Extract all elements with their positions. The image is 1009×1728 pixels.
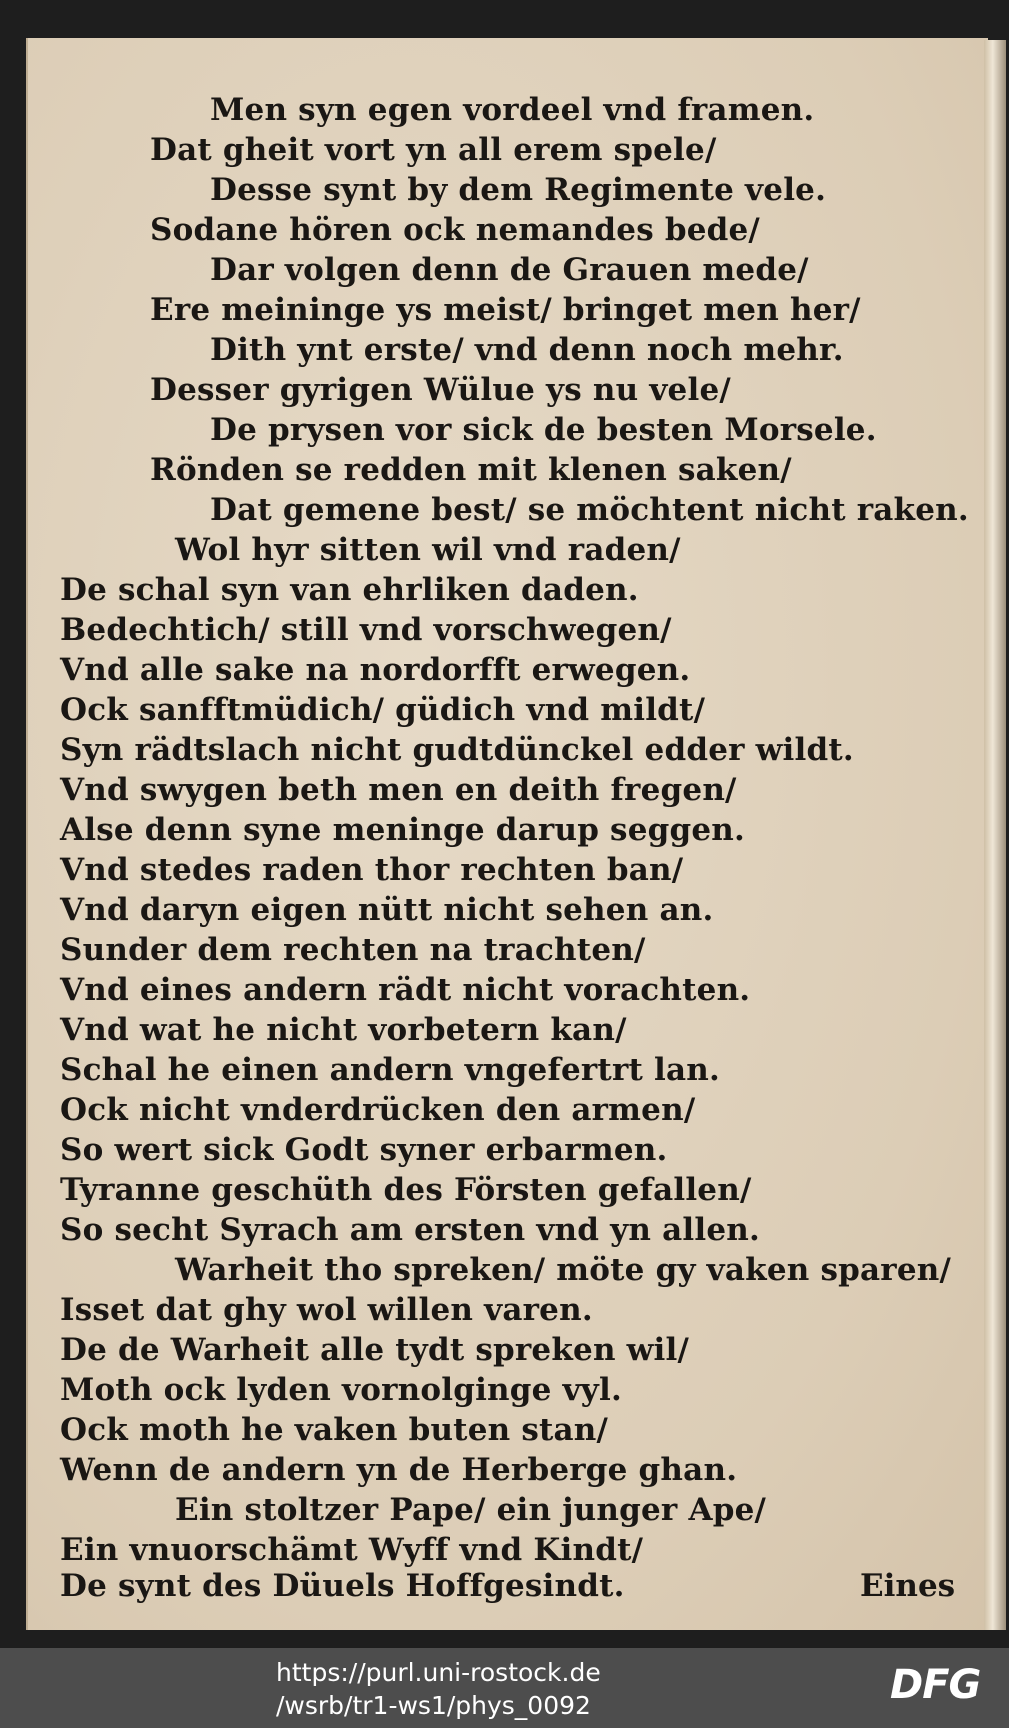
verse-line: Schal he einen andern vngefertrt lan. bbox=[60, 1052, 720, 1088]
verse-line: Alse denn syne meninge darup seggen. bbox=[60, 812, 746, 848]
verse-line: Ein vnuorschämt Wyff vnd Kindt/ bbox=[60, 1532, 644, 1568]
permalink-url[interactable] bbox=[276, 1656, 636, 1722]
verse-line: Dat gemene best/ se möchtent nicht raken. bbox=[210, 492, 969, 528]
verse-line: Tyranne geschüth des Försten gefallen/ bbox=[60, 1172, 752, 1208]
verse-line: Vnd stedes raden thor rechten ban/ bbox=[60, 852, 684, 888]
url-line-1: https://purl.uni-rostock.de bbox=[276, 1658, 601, 1687]
verse-line: Isset dat ghy wol willen varen. bbox=[60, 1292, 593, 1328]
verse-line: Dith ynt erste/ vnd denn noch mehr. bbox=[210, 332, 844, 368]
verse-line: Bedechtich/ still vnd vorschwegen/ bbox=[60, 612, 672, 648]
verse-line: Vnd eines andern rädt nicht vorachten. bbox=[60, 972, 751, 1008]
verse-line: Ein stoltzer Pape/ ein junger Ape/ bbox=[175, 1492, 767, 1528]
verse-line: Ock nicht vnderdrücken den armen/ bbox=[60, 1092, 696, 1128]
verse-line: Vnd alle sake na nordorfft erwegen. bbox=[60, 652, 691, 688]
verse-line: Dat gheit vort yn all erem spele/ bbox=[150, 132, 717, 168]
verse-line: Vnd wat he nicht vorbetern kan/ bbox=[60, 1012, 627, 1048]
verse-line: Desse synt by dem Regimente vele. bbox=[210, 172, 827, 208]
verse-line: Sunder dem rechten na trachten/ bbox=[60, 932, 646, 968]
verse-line: So secht Syrach am ersten vnd yn allen. bbox=[60, 1212, 761, 1248]
verse-line: Vnd daryn eigen nütt nicht sehen an. bbox=[60, 892, 714, 928]
verse-line: Ock moth he vaken buten stan/ bbox=[60, 1412, 609, 1448]
verse-line: Wol hyr sitten wil vnd raden/ bbox=[175, 532, 681, 568]
verse-line: Ock sanfftmüdich/ güdich vnd mildt/ bbox=[60, 692, 706, 728]
verse-line: De schal syn van ehrliken daden. bbox=[60, 572, 639, 608]
verse-line: Vnd swygen beth men en deith fregen/ bbox=[60, 772, 737, 808]
dfg-logo: DFG bbox=[890, 1662, 981, 1708]
verse-line: Rönden se redden mit klenen saken/ bbox=[150, 452, 792, 488]
verse-line: Sodane hören ock nemandes bede/ bbox=[150, 212, 760, 248]
verse-line: Ere meininge ys meist/ bringet men her/ bbox=[150, 292, 861, 328]
verse-line: De de Warheit alle tydt spreken wil/ bbox=[60, 1332, 690, 1368]
verse-line: Moth ock lyden vornolginge vyl. bbox=[60, 1372, 622, 1408]
url-line-2: /wsrb/tr1-ws1/phys_0092 bbox=[276, 1691, 591, 1720]
verse-line: Wenn de andern yn de Herberge ghan. bbox=[60, 1452, 738, 1488]
verse-line: De prysen vor sick de besten Morsele. bbox=[210, 412, 877, 448]
catchword: Eines bbox=[860, 1568, 956, 1604]
verse-line: Dar volgen denn de Grauen mede/ bbox=[210, 252, 809, 288]
verse-line: Warheit tho spreken/ möte gy vaken sparen/ bbox=[175, 1252, 952, 1288]
verse-line: So wert sick Godt syner erbarmen. bbox=[60, 1132, 668, 1168]
verse-line: Desser gyrigen Wülue ys nu vele/ bbox=[150, 372, 731, 408]
verse-line: De synt des Düuels Hoffgesindt. bbox=[60, 1568, 625, 1604]
verse-line: Syn rädtslach nicht gudtdünckel edder wildt. bbox=[60, 732, 854, 768]
verse-line: Men syn egen vordeel vnd framen. bbox=[210, 92, 815, 128]
